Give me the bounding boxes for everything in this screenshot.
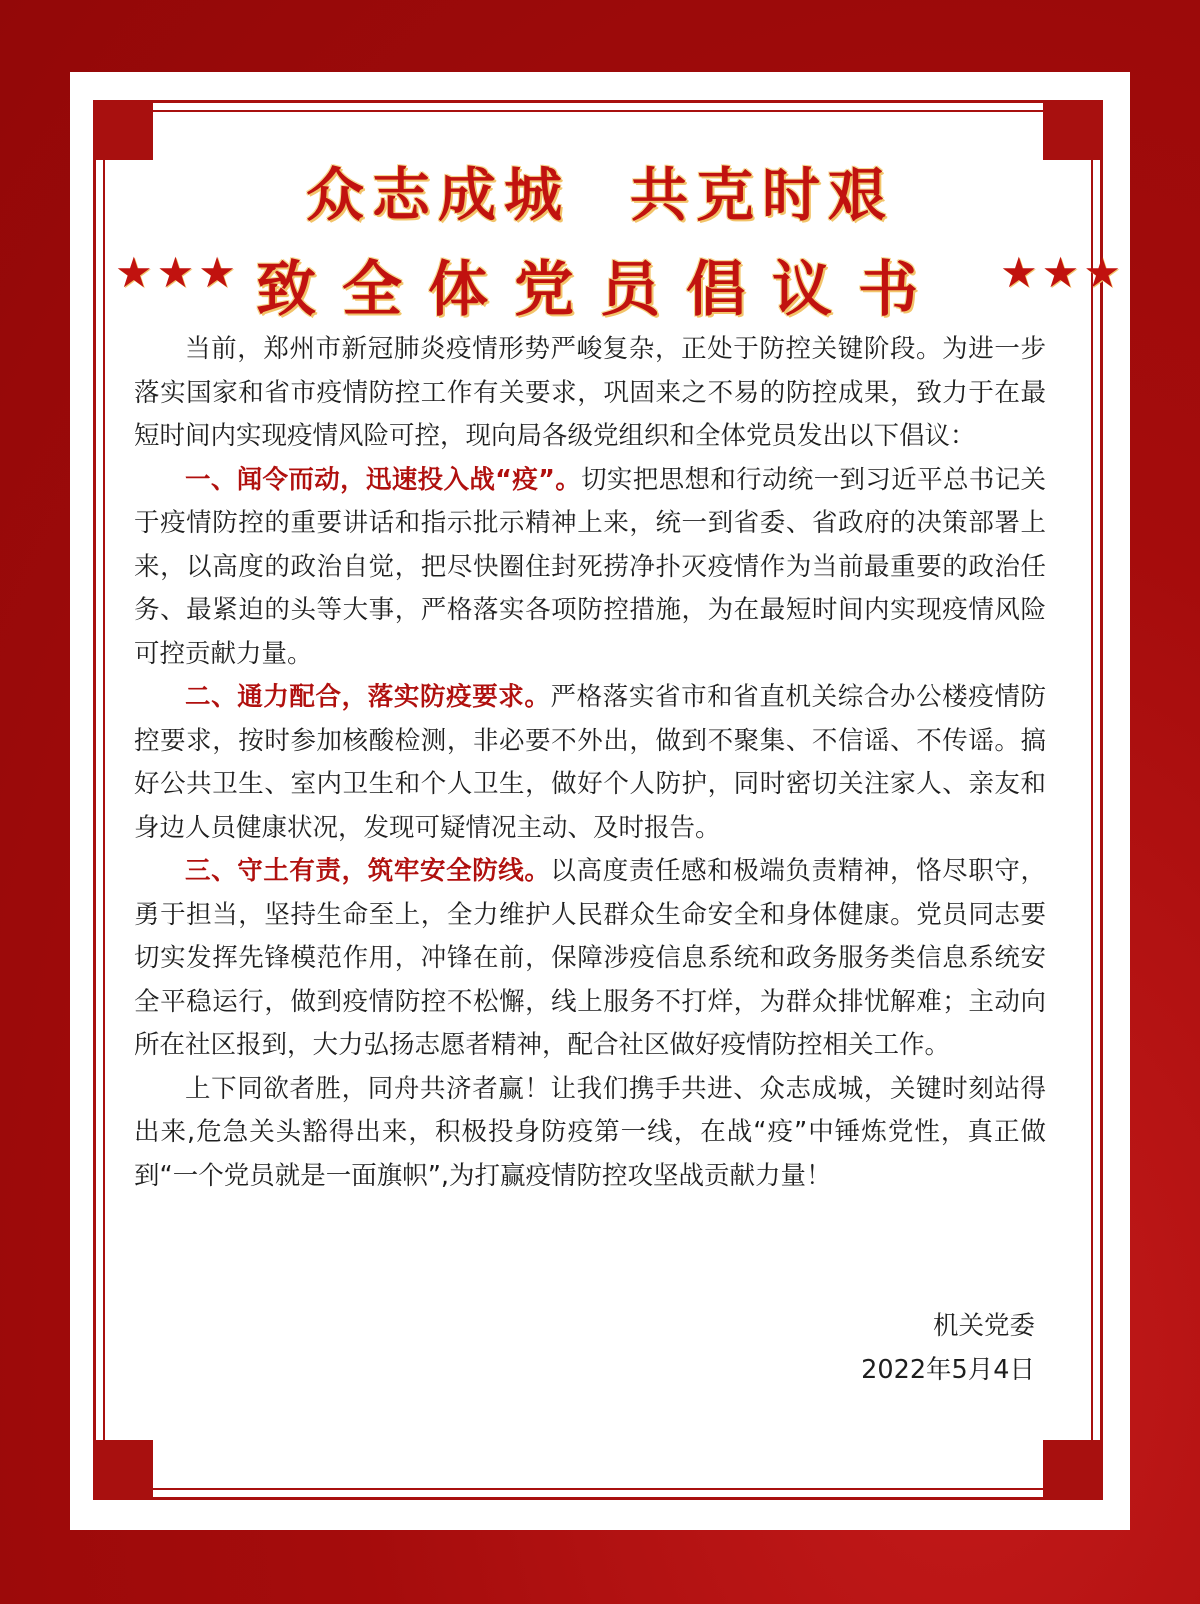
closing-paragraph: 上下同欲者胜，同舟共济者赢！让我们携手共进、众志成城，关键时刻站得出来,危急关头豁得出来，积极投身防疫第一线，在战“疫”中锤炼党性，真正做到“一个党员就是一面旗帜”,为打赢疫情防控攻坚战贡献力量！ [134,1073,1046,1191]
initiative-1-heading: 一、闻令而动，迅速投入战“疫”。 [185,464,582,495]
initiative-1-paragraph [134,459,1046,677]
initiative-2-text: 严格落实省市和省直机关综合办公楼疫情防控要求，按时参加核酸检测，非必要不外出，做到不聚集、不信谣、不传谣。搞好公共卫生、室内卫生和个人卫生，做好个人防护，同时密切关注家人、亲友和身边人员健康状况，发现可疑情况主动、及时报告。 [134,682,1046,843]
stars-left-icon: ★★★ [115,248,240,297]
document-body [134,328,1046,1198]
document-title: 致全体党员倡议书 [256,255,944,325]
stars-right-icon: ★★★ [1000,248,1125,297]
corner-decoration-bottom-right [1043,1440,1103,1500]
document-paper [70,72,1130,1530]
corner-decoration-bottom-left [93,1440,153,1500]
initiative-3-text: 以高度责任感和极端负责精神，恪尽职守，勇于担当，坚持生命至上，全力维护人民群众生命安全和身体健康。党员同志要切实发挥先锋模范作用，冲锋在前，保障涉疫信息系统和政务服务类信息系统安全平稳运行，做到疫情防控不松懈，线上服务不打烊，为群众排忧解难；主动向所在社区报到，大力弘扬志愿者精神，配合社区做好疫情防控相关工作。 [134,856,1046,1060]
headline-part-1: 众志成城 [305,161,570,229]
headline-part-2: 共克时艰 [630,161,895,229]
initiative-3-heading: 三、守土有责，筑牢安全防线。 [185,856,551,886]
initiative-2-heading: 二、通力配合，落实防疫要求。 [185,682,551,712]
initiative-1-text: 切实把思想和行动统一到习近平总书记关于疫情防控的重要讲话和指示批示精神上来，统一到省委、省政府的决策部署上来，以高度的政治自觉，把尽快圈住封死捞净扑灭疫情作为当前最重要的政治任务、最紧迫的头等大事，严格落实各项防控措施，为在最短时间内实现疫情风险可控贡献力量。 [134,464,1046,669]
initiative-2-paragraph [134,676,1046,850]
signature-organization: 机关党委 [932,1311,1035,1341]
initiative-3-paragraph [134,850,1046,1068]
headline [70,148,1130,232]
intro-paragraph: 当前，郑州市新冠肺炎疫情形势严峻复杂，正处于防控关键阶段。为进一步落实国家和省市疫情防控工作有关要求，巩固来之不易的防控成果，致力于在最短时间内实现疫情风险可控，现向局各级党组织和全体党员发出以下倡议： [134,334,1046,451]
signature-date: 2022年5月4日 [861,1355,1035,1385]
